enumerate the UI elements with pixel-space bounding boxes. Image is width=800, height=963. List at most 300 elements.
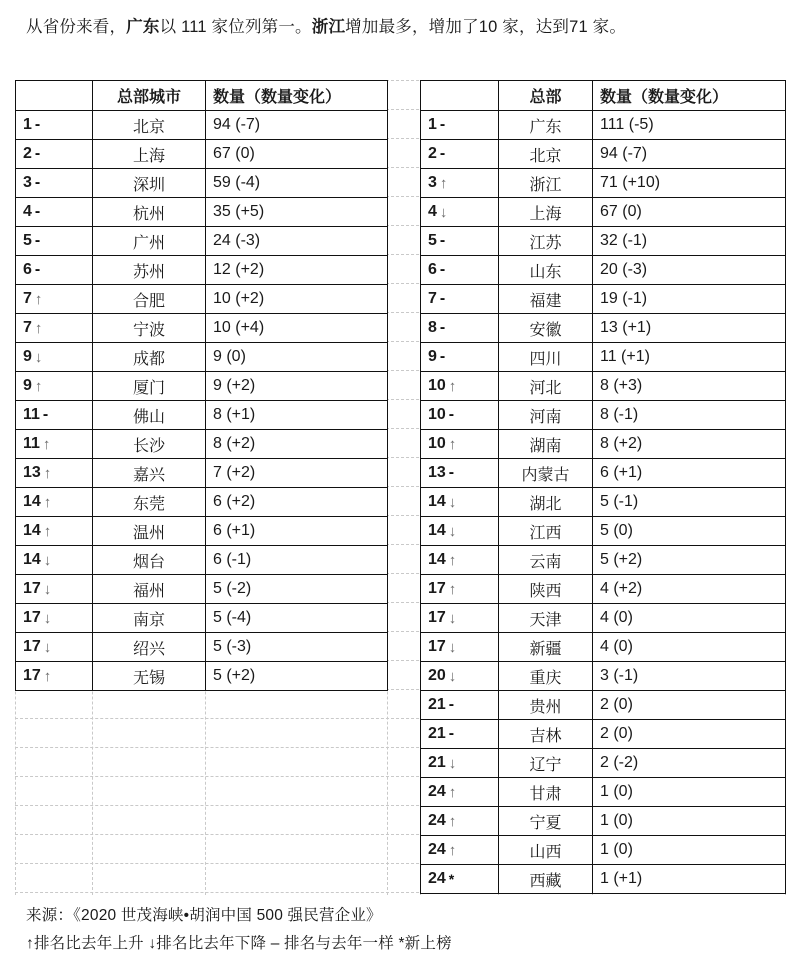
rank-number: 24 bbox=[428, 783, 446, 800]
table-row bbox=[421, 749, 786, 778]
trend-same-icon: - bbox=[439, 261, 446, 278]
cell-count-value: 5 (+2) bbox=[593, 546, 786, 575]
cell-count-value: 1 (0) bbox=[593, 807, 786, 836]
page-headline bbox=[26, 16, 774, 38]
rank-cell bbox=[428, 261, 445, 279]
cell-rank bbox=[16, 459, 93, 488]
rank-cell bbox=[428, 348, 445, 366]
rank-number: 13 bbox=[23, 464, 41, 481]
trend-same-icon: - bbox=[34, 116, 41, 133]
table-row bbox=[421, 546, 786, 575]
cell-location-name: 温州 bbox=[93, 517, 206, 546]
trend-same-icon: - bbox=[439, 348, 446, 365]
cell-location-name: 湖北 bbox=[499, 488, 593, 517]
rank-number: 9 bbox=[428, 348, 437, 365]
cell-count-value: 8 (+2) bbox=[206, 430, 388, 459]
trend-same-icon: - bbox=[439, 290, 446, 307]
rank-cell bbox=[428, 464, 454, 482]
table-row bbox=[421, 111, 786, 140]
cell-location-name: 嘉兴 bbox=[93, 459, 206, 488]
trend-down-icon: ↓ bbox=[448, 609, 457, 627]
rank-number: 24 bbox=[428, 841, 446, 858]
cell-count-value: 12 (+2) bbox=[206, 256, 388, 285]
cell-count-value: 5 (0) bbox=[593, 517, 786, 546]
cell-location-name: 无锡 bbox=[93, 662, 206, 691]
rank-number: 14 bbox=[23, 493, 41, 510]
rank-number: 7 bbox=[23, 290, 32, 307]
trend-down-icon: ↓ bbox=[43, 638, 52, 656]
cell-location-name: 湖南 bbox=[499, 430, 593, 459]
trend-same-icon: - bbox=[448, 464, 455, 481]
rank-number: 3 bbox=[23, 174, 32, 191]
cell-location-name: 西藏 bbox=[499, 865, 593, 894]
cell-location-name: 长沙 bbox=[93, 430, 206, 459]
cell-location-name: 福州 bbox=[93, 575, 206, 604]
cell-location-name: 河南 bbox=[499, 401, 593, 430]
cell-rank bbox=[421, 401, 499, 430]
rank-number: 17 bbox=[23, 609, 41, 626]
rank-cell bbox=[428, 580, 456, 598]
cell-rank bbox=[16, 517, 93, 546]
cell-location-name: 安徽 bbox=[499, 314, 593, 343]
trend-up-icon: ↑ bbox=[43, 667, 52, 685]
cell-location-name: 烟台 bbox=[93, 546, 206, 575]
table-row bbox=[16, 169, 388, 198]
rank-cell bbox=[23, 493, 51, 511]
table-row bbox=[16, 575, 388, 604]
cell-location-name: 天津 bbox=[499, 604, 593, 633]
cell-count-value: 6 (+1) bbox=[593, 459, 786, 488]
table-row bbox=[16, 604, 388, 633]
table-row bbox=[421, 343, 786, 372]
cell-rank bbox=[421, 227, 499, 256]
cell-location-name: 新疆 bbox=[499, 633, 593, 662]
cell-location-name: 佛山 bbox=[93, 401, 206, 430]
trend-same-icon: - bbox=[448, 406, 455, 423]
rank-cell bbox=[428, 754, 456, 772]
table-row bbox=[16, 285, 388, 314]
table-header-row bbox=[421, 81, 786, 111]
cell-count-value: 10 (+2) bbox=[206, 285, 388, 314]
cell-location-name: 绍兴 bbox=[93, 633, 206, 662]
cell-count-value: 8 (+2) bbox=[593, 430, 786, 459]
table-row bbox=[16, 488, 388, 517]
rank-number: 14 bbox=[428, 493, 446, 510]
rank-cell bbox=[23, 203, 40, 221]
rank-cell bbox=[428, 783, 456, 801]
rank-cell bbox=[23, 522, 51, 540]
headline-part-1: 从省份来看， bbox=[26, 18, 127, 36]
cell-count-value: 5 (-2) bbox=[206, 575, 388, 604]
cell-location-name: 杭州 bbox=[93, 198, 206, 227]
cell-rank bbox=[421, 517, 499, 546]
rank-number: 4 bbox=[428, 203, 437, 220]
rank-number: 5 bbox=[428, 232, 437, 249]
rank-cell bbox=[428, 145, 445, 163]
rank-cell bbox=[428, 638, 456, 656]
rank-cell bbox=[428, 232, 445, 250]
cell-count-value: 10 (+4) bbox=[206, 314, 388, 343]
trend-down-icon: ↓ bbox=[43, 580, 52, 598]
table-row bbox=[421, 662, 786, 691]
cell-count-value: 9 (+2) bbox=[206, 372, 388, 401]
rank-cell bbox=[428, 290, 445, 308]
cell-location-name: 甘肃 bbox=[499, 778, 593, 807]
trend-same-icon: - bbox=[448, 696, 455, 713]
table-row bbox=[421, 285, 786, 314]
cell-count-value: 5 (-3) bbox=[206, 633, 388, 662]
source-note: 来源：《2020 世茂海峡•胡润中国 500 强民营企业》 bbox=[26, 907, 382, 924]
table-row bbox=[16, 401, 388, 430]
rank-number: 1 bbox=[428, 116, 437, 133]
cell-location-name: 重庆 bbox=[499, 662, 593, 691]
cell-rank bbox=[16, 604, 93, 633]
rank-number: 1 bbox=[23, 116, 32, 133]
cell-rank bbox=[421, 778, 499, 807]
trend-down-icon: ↓ bbox=[43, 609, 52, 627]
rank-number: 2 bbox=[23, 145, 32, 162]
rank-number: 17 bbox=[23, 638, 41, 655]
cell-rank bbox=[16, 401, 93, 430]
rank-number: 21 bbox=[428, 754, 446, 771]
cell-location-name: 辽宁 bbox=[499, 749, 593, 778]
cell-rank bbox=[16, 285, 93, 314]
table-row bbox=[421, 256, 786, 285]
cell-rank bbox=[421, 633, 499, 662]
rank-cell bbox=[428, 667, 456, 685]
table-row bbox=[16, 459, 388, 488]
cell-rank bbox=[421, 720, 499, 749]
cell-rank bbox=[421, 256, 499, 285]
trend-up-icon: ↑ bbox=[448, 551, 457, 569]
cell-count-value: 3 (-1) bbox=[593, 662, 786, 691]
trend-same-icon: - bbox=[448, 725, 455, 742]
rank-number: 24 bbox=[428, 812, 446, 829]
trend-down-icon: ↓ bbox=[34, 348, 43, 366]
cell-location-name: 贵州 bbox=[499, 691, 593, 720]
cell-rank bbox=[16, 111, 93, 140]
trend-up-icon: ↑ bbox=[448, 841, 457, 859]
cell-count-value: 67 (0) bbox=[593, 198, 786, 227]
trend-down-icon: ↓ bbox=[448, 667, 457, 685]
rank-number: 21 bbox=[428, 725, 446, 742]
cell-rank bbox=[16, 198, 93, 227]
cell-count-value: 2 (-2) bbox=[593, 749, 786, 778]
headline-part-3: 增加最多，增加了10 家，达到71 家。 bbox=[345, 18, 627, 36]
rank-number: 21 bbox=[428, 696, 446, 713]
table-row bbox=[421, 198, 786, 227]
trend-up-icon: ↑ bbox=[448, 812, 457, 830]
cell-location-name: 吉林 bbox=[499, 720, 593, 749]
cell-count-value: 1 (0) bbox=[593, 836, 786, 865]
rank-cell bbox=[428, 406, 454, 424]
rank-number: 13 bbox=[428, 464, 446, 481]
trend-up-icon: ↑ bbox=[43, 493, 52, 511]
cell-rank bbox=[16, 488, 93, 517]
table-row bbox=[16, 633, 388, 662]
cell-rank bbox=[421, 285, 499, 314]
rank-number: 11 bbox=[23, 406, 40, 423]
rank-number: 8 bbox=[428, 319, 437, 336]
rank-cell bbox=[23, 116, 40, 134]
trend-same-icon: - bbox=[439, 145, 446, 162]
cell-count-value: 13 (+1) bbox=[593, 314, 786, 343]
table-row bbox=[16, 546, 388, 575]
cell-location-name: 上海 bbox=[93, 140, 206, 169]
table-row bbox=[16, 140, 388, 169]
cell-count-value: 35 (+5) bbox=[206, 198, 388, 227]
rank-number: 17 bbox=[428, 609, 446, 626]
trend-same-icon: - bbox=[34, 261, 41, 278]
trend-down-icon: ↓ bbox=[448, 493, 457, 511]
rank-cell bbox=[23, 290, 42, 308]
cell-count-value: 32 (-1) bbox=[593, 227, 786, 256]
cell-rank bbox=[421, 865, 499, 894]
cell-rank bbox=[16, 546, 93, 575]
headquarters-province-table bbox=[420, 80, 786, 894]
table-row bbox=[421, 488, 786, 517]
trend-same-icon: - bbox=[439, 116, 446, 133]
cell-rank bbox=[421, 343, 499, 372]
trend-up-icon: ↑ bbox=[34, 290, 43, 308]
trend-same-icon: - bbox=[34, 174, 41, 191]
rank-cell bbox=[23, 464, 51, 482]
cell-count-value: 9 (0) bbox=[206, 343, 388, 372]
cell-rank bbox=[421, 372, 499, 401]
cell-location-name: 山西 bbox=[499, 836, 593, 865]
rank-number: 4 bbox=[23, 203, 32, 220]
rank-cell bbox=[428, 116, 445, 134]
rank-cell bbox=[23, 348, 42, 366]
rank-cell bbox=[23, 638, 51, 656]
table-row bbox=[421, 720, 786, 749]
rank-number: 6 bbox=[428, 261, 437, 278]
table-row bbox=[16, 343, 388, 372]
table-row bbox=[421, 314, 786, 343]
cell-count-value: 59 (-4) bbox=[206, 169, 388, 198]
rank-cell bbox=[428, 841, 456, 859]
rank-cell bbox=[428, 203, 447, 221]
trend-same-icon: - bbox=[34, 145, 41, 162]
rank-number: 9 bbox=[23, 348, 32, 365]
table-row bbox=[421, 401, 786, 430]
rank-cell bbox=[428, 493, 456, 511]
rank-cell bbox=[428, 609, 456, 627]
rank-cell bbox=[23, 377, 42, 395]
cell-location-name: 陕西 bbox=[499, 575, 593, 604]
rank-cell bbox=[428, 174, 447, 192]
cell-rank bbox=[421, 604, 499, 633]
cell-location-name: 北京 bbox=[499, 140, 593, 169]
cell-rank bbox=[421, 749, 499, 778]
cell-location-name: 广州 bbox=[93, 227, 206, 256]
trend-up-icon: ↑ bbox=[448, 580, 457, 598]
rank-number: 14 bbox=[428, 551, 446, 568]
rank-number: 14 bbox=[428, 522, 446, 539]
rank-cell bbox=[428, 870, 454, 888]
cell-rank bbox=[16, 633, 93, 662]
trend-up-icon: ↑ bbox=[34, 319, 43, 337]
cell-location-name: 河北 bbox=[499, 372, 593, 401]
cell-count-value: 4 (0) bbox=[593, 604, 786, 633]
rank-number: 11 bbox=[23, 435, 40, 452]
trend-same-icon: - bbox=[34, 203, 41, 220]
rank-cell bbox=[23, 406, 48, 424]
cell-count-value: 71 (+10) bbox=[593, 169, 786, 198]
cell-count-value: 5 (-4) bbox=[206, 604, 388, 633]
rank-number: 5 bbox=[23, 232, 32, 249]
rank-number: 17 bbox=[428, 580, 446, 597]
trend-down-icon: ↓ bbox=[448, 638, 457, 656]
trend-same-icon: - bbox=[439, 232, 446, 249]
column-header-count: 数量（数量变化） bbox=[206, 81, 388, 111]
cell-rank bbox=[421, 459, 499, 488]
headline-part-2: 以 111 家位列第一。 bbox=[159, 18, 312, 36]
table-row bbox=[16, 517, 388, 546]
cell-count-value: 5 (-1) bbox=[593, 488, 786, 517]
rank-number: 9 bbox=[23, 377, 32, 394]
cell-rank bbox=[16, 662, 93, 691]
cell-location-name: 江苏 bbox=[499, 227, 593, 256]
cell-count-value: 8 (-1) bbox=[593, 401, 786, 430]
cell-count-value: 1 (0) bbox=[593, 778, 786, 807]
rank-cell bbox=[23, 435, 50, 453]
rank-cell bbox=[23, 551, 51, 569]
cell-count-value: 6 (+1) bbox=[206, 517, 388, 546]
table-row bbox=[421, 836, 786, 865]
cell-location-name: 上海 bbox=[499, 198, 593, 227]
table-row bbox=[421, 169, 786, 198]
rank-cell bbox=[428, 725, 454, 743]
cell-location-name: 南京 bbox=[93, 604, 206, 633]
table-row bbox=[16, 198, 388, 227]
cell-location-name: 福建 bbox=[499, 285, 593, 314]
column-header-rank bbox=[421, 81, 499, 111]
cell-count-value: 11 (+1) bbox=[593, 343, 786, 372]
cell-location-name: 合肥 bbox=[93, 285, 206, 314]
rank-number: 24 bbox=[428, 870, 446, 887]
cell-count-value: 4 (0) bbox=[593, 633, 786, 662]
cell-rank bbox=[16, 314, 93, 343]
cell-rank bbox=[421, 169, 499, 198]
rank-number: 17 bbox=[428, 638, 446, 655]
cell-location-name: 东莞 bbox=[93, 488, 206, 517]
cell-rank bbox=[16, 140, 93, 169]
cell-location-name: 成都 bbox=[93, 343, 206, 372]
table-row bbox=[16, 430, 388, 459]
trend-down-icon: ↓ bbox=[43, 551, 52, 569]
rank-cell bbox=[428, 551, 456, 569]
rank-cell bbox=[23, 174, 40, 192]
table-row bbox=[16, 111, 388, 140]
cell-location-name: 山东 bbox=[499, 256, 593, 285]
cell-location-name: 内蒙古 bbox=[499, 459, 593, 488]
cell-rank bbox=[16, 372, 93, 401]
table-row bbox=[421, 517, 786, 546]
rank-number: 7 bbox=[428, 290, 437, 307]
rank-number: 14 bbox=[23, 522, 41, 539]
cell-rank bbox=[421, 314, 499, 343]
table-row bbox=[16, 256, 388, 285]
rank-number: 2 bbox=[428, 145, 437, 162]
column-header-province: 总部 bbox=[499, 81, 593, 111]
table-row bbox=[16, 662, 388, 691]
rank-cell bbox=[428, 377, 456, 395]
table-row bbox=[421, 691, 786, 720]
trend-up-icon: ↑ bbox=[34, 377, 43, 395]
rank-number: 3 bbox=[428, 174, 437, 191]
rank-number: 20 bbox=[428, 667, 446, 684]
cell-count-value: 8 (+1) bbox=[206, 401, 388, 430]
cell-count-value: 111 (-5) bbox=[593, 111, 786, 140]
trend-down-icon: ↓ bbox=[439, 203, 448, 221]
cell-rank bbox=[421, 430, 499, 459]
cell-location-name: 四川 bbox=[499, 343, 593, 372]
cell-count-value: 67 (0) bbox=[206, 140, 388, 169]
cell-count-value: 2 (0) bbox=[593, 691, 786, 720]
rank-cell bbox=[23, 667, 51, 685]
cell-count-value: 19 (-1) bbox=[593, 285, 786, 314]
cell-rank bbox=[16, 256, 93, 285]
rank-number: 6 bbox=[23, 261, 32, 278]
cell-count-value: 24 (-3) bbox=[206, 227, 388, 256]
cell-location-name: 深圳 bbox=[93, 169, 206, 198]
table-row bbox=[421, 865, 786, 894]
rank-number: 17 bbox=[23, 580, 41, 597]
rank-cell bbox=[23, 232, 40, 250]
trend-same-icon: - bbox=[42, 406, 49, 423]
cell-rank bbox=[16, 575, 93, 604]
cell-location-name: 宁夏 bbox=[499, 807, 593, 836]
cell-location-name: 广东 bbox=[499, 111, 593, 140]
headline-bold-guangdong: 广东 bbox=[126, 18, 160, 36]
rank-cell bbox=[23, 609, 51, 627]
table-row bbox=[421, 633, 786, 662]
cell-location-name: 江西 bbox=[499, 517, 593, 546]
cell-rank bbox=[16, 227, 93, 256]
cell-count-value: 5 (+2) bbox=[206, 662, 388, 691]
cell-location-name: 苏州 bbox=[93, 256, 206, 285]
trend-up-icon: ↑ bbox=[448, 783, 457, 801]
rank-cell bbox=[23, 261, 40, 279]
cell-rank bbox=[421, 662, 499, 691]
cell-count-value: 20 (-3) bbox=[593, 256, 786, 285]
rank-number: 14 bbox=[23, 551, 41, 568]
table-row bbox=[421, 778, 786, 807]
rank-cell bbox=[23, 580, 51, 598]
rank-cell bbox=[23, 145, 40, 163]
legend-note: ↑排名比去年上升 ↓排名比去年下降 – 排名与去年一样 *新上榜 bbox=[26, 935, 452, 952]
cell-rank bbox=[421, 807, 499, 836]
trend-up-icon: ↑ bbox=[448, 435, 457, 453]
rank-cell bbox=[428, 435, 456, 453]
trend-down-icon: ↓ bbox=[448, 522, 457, 540]
cell-rank bbox=[421, 140, 499, 169]
cell-location-name: 浙江 bbox=[499, 169, 593, 198]
rank-number: 17 bbox=[23, 667, 41, 684]
rank-cell bbox=[428, 319, 445, 337]
table-row bbox=[421, 575, 786, 604]
trend-same-icon: - bbox=[439, 319, 446, 336]
cell-count-value: 94 (-7) bbox=[206, 111, 388, 140]
cell-location-name: 北京 bbox=[93, 111, 206, 140]
table-row bbox=[16, 227, 388, 256]
rank-number: 10 bbox=[428, 406, 446, 423]
cell-rank bbox=[421, 111, 499, 140]
cell-count-value: 1 (+1) bbox=[593, 865, 786, 894]
column-header-rank bbox=[16, 81, 93, 111]
trend-down-icon: ↓ bbox=[448, 754, 457, 772]
